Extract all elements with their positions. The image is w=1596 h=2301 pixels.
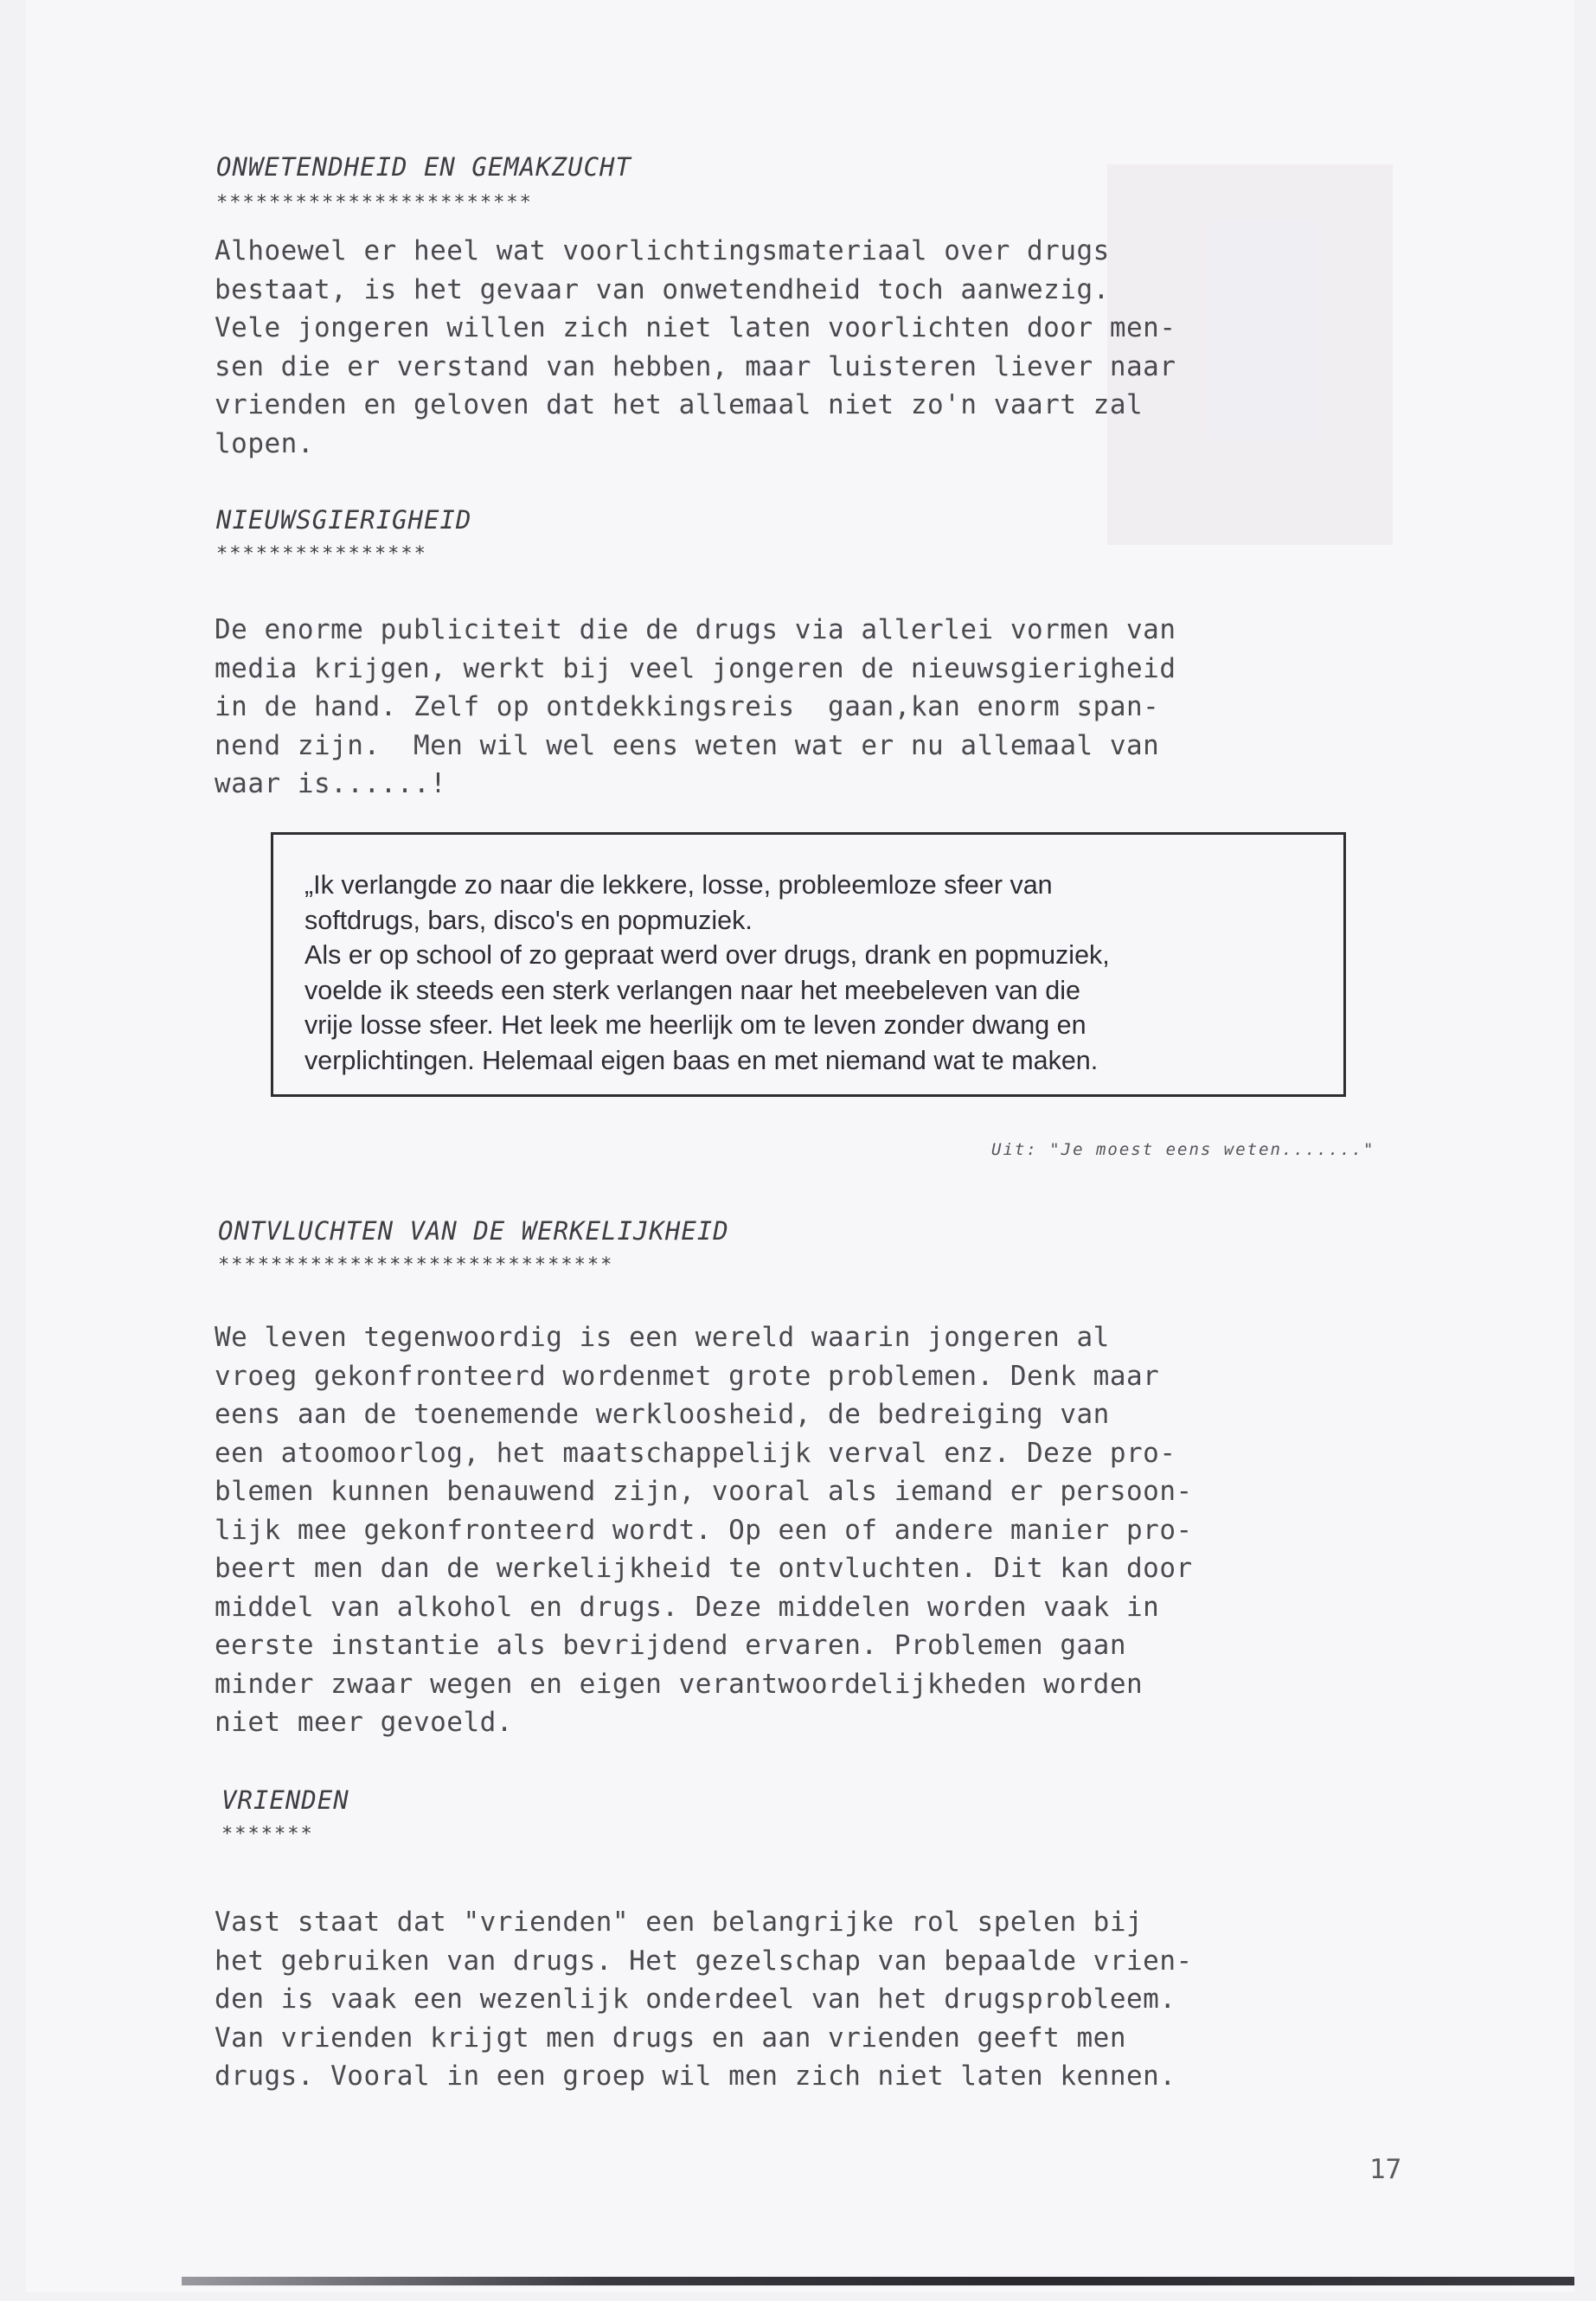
paragraph-line: eens aan de toenemende werkloosheid, de bedreiging van (215, 1399, 1110, 1430)
paragraph-line: niet meer gevoeld. (215, 1707, 513, 1738)
quote-line: vrije losse sfeer. Het leek me heerlijk om te leven zonder dwang en (304, 1010, 1086, 1040)
quote-text (304, 868, 1110, 1078)
paragraph-line: bestaat, is het gevaar van onwetendheid toch aanwezig. (215, 273, 1110, 305)
section-paragraph-vrienden (215, 1903, 1193, 2096)
paragraph-line: De enorme publiciteit die de drugs via allerlei vormen van (215, 614, 1176, 645)
paragraph-line: den is vaak een wezenlijk onderdeel van het drugsprobleem. (215, 1984, 1176, 2015)
quote-line: „Ik verlangde zo naar die lekkere, losse, probleemloze sfeer van (304, 870, 1053, 900)
paragraph-line: eerste instantie als bevrijdend ervaren. Problemen gaan (215, 1630, 1126, 1661)
paragraph-line: Alhoewel er heel wat voorlichtingsmateriaal over drugs (215, 235, 1110, 266)
section-heading-onwetendheid: ONWETENDHEID EN GEMAKZUCHT (216, 152, 631, 182)
page-number: 17 (1369, 2154, 1402, 2185)
document-page (26, 0, 1574, 2292)
section-paragraph-onwetendheid (215, 232, 1176, 463)
paragraph-line: waar is......! (215, 768, 447, 799)
quote-line: voelde ik steeds een sterk verlangen naar het meebeleven van die (304, 975, 1080, 1005)
section-paragraph-ontvluchten (215, 1318, 1193, 1742)
quote-box (271, 832, 1346, 1097)
paragraph-line: middel van alkohol en drugs. Deze middelen worden vaak in (215, 1591, 1160, 1623)
paragraph-line: Vast staat dat "vrienden" een belangrijke rol spelen bij (215, 1907, 1144, 1938)
paragraph-line: media krijgen, werkt bij veel jongeren de nieuwsgierigheid (215, 652, 1176, 684)
section-underline-stars: ************************ (216, 192, 533, 214)
section-underline-stars: **************** (216, 543, 427, 565)
paragraph-line: nend zijn. Men wil wel eens weten wat er nu allemaal van (215, 729, 1160, 761)
section-heading-nieuwsgierigheid: NIEUWSGIERIGHEID (216, 505, 472, 535)
bottom-edge-rule (182, 2277, 1574, 2285)
paragraph-line: drugs. Vooral in een groep wil men zich niet laten kennen. (215, 2061, 1176, 2092)
paragraph-line: een atoomoorlog, het maatschappelijk verval enz. Deze pro- (215, 1437, 1176, 1469)
paragraph-line: in de hand. Zelf op ontdekkingsreis gaan,kan enorm span- (215, 691, 1160, 722)
quote-line: Als er op school of zo gepraat werd over drugs, drank en popmuziek, (304, 940, 1110, 970)
section-underline-stars: ****************************** (218, 1254, 614, 1276)
paragraph-line: Van vrienden krijgt men drugs en aan vrienden geeft men (215, 2022, 1126, 2054)
paragraph-line: vroeg gekonfronteerd wordenmet grote problemen. Denk maar (215, 1360, 1160, 1392)
paragraph-line: minder zwaar wegen en eigen verantwoordelijkheden worden (215, 1668, 1144, 1700)
paragraph-line: Vele jongeren willen zich niet laten voorlichten door men- (215, 312, 1176, 343)
paragraph-line: sen die er verstand van hebben, maar luisteren liever naar (215, 350, 1176, 382)
paragraph-line: beert men dan de werkelijkheid te ontvluchten. Dit kan door (215, 1553, 1193, 1584)
section-underline-stars: ******* (221, 1823, 314, 1845)
paragraph-line: We leven tegenwoordig is een wereld waarin jongeren al (215, 1322, 1110, 1353)
paragraph-line: lijk mee gekonfronteerd wordt. Op een of andere manier pro- (215, 1514, 1193, 1546)
quote-line: softdrugs, bars, disco's en popmuziek. (304, 905, 753, 935)
quote-source: Uit: "Je moest eens weten......." (991, 1140, 1375, 1159)
paragraph-line: vrienden en geloven dat het allemaal niet zo'n vaart zal (215, 389, 1144, 420)
paragraph-line: het gebruiken van drugs. Het gezelschap van bepaalde vrien- (215, 1945, 1193, 1977)
quote-line: verplichtingen. Helemaal eigen baas en met niemand wat te maken. (304, 1045, 1099, 1075)
section-paragraph-nieuwsgierigheid (215, 611, 1176, 804)
paragraph-line: lopen. (215, 427, 314, 459)
section-heading-ontvluchten: ONTVLUCHTEN VAN DE WERKELIJKHEID (218, 1216, 729, 1246)
section-heading-vrienden: VRIENDEN (221, 1785, 349, 1815)
paragraph-line: blemen kunnen benauwend zijn, vooral als iemand er persoon- (215, 1476, 1193, 1507)
